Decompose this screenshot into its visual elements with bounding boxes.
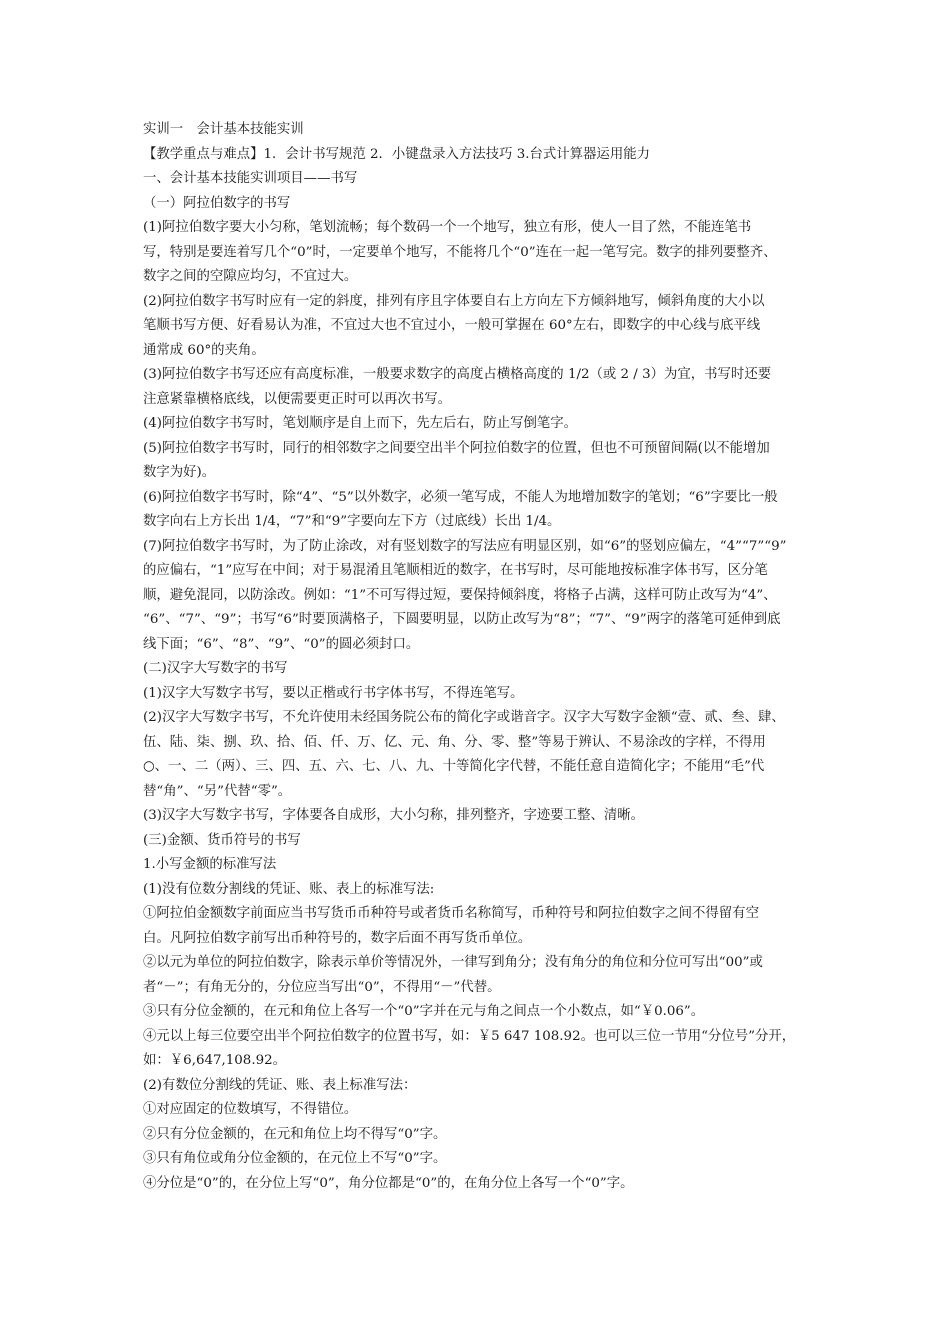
paragraph-line: 如：￥6,647,108.92。 [143, 1053, 287, 1068]
paragraph-line: 线下面；“6”、“8”、“9”、“0”的圆必须封口。 [143, 636, 420, 652]
subsection-heading: (二)汉字大写数字的书写 [143, 661, 288, 676]
paragraph-line: 白。凡阿拉伯数字前写出币种符号的，数字后面不再写货币单位。 [143, 930, 532, 946]
paragraph-line: 注意紧靠横格底线，以便需要更正时可以再次书写。 [143, 391, 451, 407]
paragraph-line: 的应偏右，“1”应写在中间；对于易混淆且笔顺相近的数字，在书写时，尽可能地按标准字体书写，区分笔 [143, 563, 768, 578]
paragraph-line: ○、一、二（两）、三、四、五、六、七、八、九、十等简化字代替，不能任意自造简化字；不能用“毛”代 [143, 759, 765, 774]
paragraph-line: (6)阿拉伯数字书写时，除“4”、“5”以外数字，必须一笔写成，不能人为地增加数字的笔划；“6”字要比一般 [143, 489, 778, 505]
paragraph-line: 替“角”、“另”代替“零”。 [143, 783, 292, 799]
paragraph-line: ②以元为单位的阿拉伯数字，除表示单价等情况外，一律写到角分；没有角分的角位和分位可写出“00”或 [143, 955, 763, 970]
paragraph-line: 笔顺书写方便、好看易认为准，不宜过大也不宜过小，一般可掌握在 60°左右，即数字的中心线与底平线 [143, 318, 761, 333]
paragraph-line: (2)阿拉伯数字书写时应有一定的斜度，排列有序且字体要自右上方向左下方倾斜地写，倾斜角度的大小以 [143, 293, 765, 309]
paragraph-line: ③只有分位金额的，在元和角位上各写一个“0”字并在元与角之间点一个小数点，如“￥0.06”。 [143, 1004, 705, 1019]
subsection-heading: （一）阿拉伯数字的书写 [143, 195, 291, 211]
item-heading: 1.小写金额的标准写法 [143, 857, 277, 872]
paragraph-line: 顺，避免混同，以防涂改。例如：“1”不可写得过短，要保持倾斜度，将格子占满，这样可防止改写为“4”、 [143, 587, 777, 603]
paragraph-line: (1)没有位数分割线的凭证、账、表上的标准写法: [143, 881, 435, 897]
paragraph-line: ③只有角位或角分位金额的，在元位上不写“0”字。 [143, 1151, 447, 1166]
paragraph-line: 数字向右上方长出 1/4，“7”和“9”字要向左下方（过底线）长出 1/4。 [143, 514, 561, 529]
paragraph-line: (1)阿拉伯数字要大小匀称，笔划流畅；每个数码一个一个地写，独立有形，使人一目了然，不能连笔书 [143, 220, 752, 235]
paragraph-line: ①阿拉伯金额数字前面应当书写货币币种符号或者货币名称简写，币种符号和阿拉伯数字之间不得留有空 [143, 906, 759, 921]
paragraph-line: 者“－”；有角无分的，分位应当写出“0”，不得用“－”代替。 [143, 979, 501, 995]
doc-title: 实训一 会计基本技能实训 [143, 122, 304, 137]
paragraph-line: 数字之间的空隙应均匀，不宜过大。 [143, 269, 358, 284]
paragraph-line: (1)汉字大写数字书写，要以正楷或行书字体书写，不得连笔写。 [143, 685, 524, 701]
paragraph-line: (2)汉字大写数字书写，不允许使用未经国务院公布的简化字或谐音字。汉字大写数字金额“壹、贰、叁、肆、 [143, 710, 785, 725]
paragraph-line: ④元以上每三位要空出半个阿拉伯数字的位置书写，如：￥5 647 108.92。也可以三位一节用“分位号”分开， [143, 1028, 796, 1044]
paragraph-line: 通常成 60°的夹角。 [143, 342, 265, 358]
document-body [143, 118, 811, 1196]
paragraph-line: (4)阿拉伯数字书写时，笔划顺序是自上而下，先左后右，防止写倒笔字。 [143, 416, 578, 431]
paragraph-line: (7)阿拉伯数字书写时，为了防止涂改，对有竖划数字的写法应有明显区别，如“6”的竖划应偏左，“4”“7”“9” [143, 538, 787, 554]
paragraph-line: (2)有数位分割线的凭证、账、表上标准写法： [143, 1077, 417, 1093]
paragraph-line: ②只有分位金额的，在元和角位上均不得写“0”字。 [143, 1126, 447, 1142]
paragraph-line: (3)阿拉伯数字书写还应有高度标准，一般要求数字的高度占横格高度的 1/2（或 2 / 3）为宜，书写时还要 [143, 367, 772, 382]
section-heading: 一、会计基本技能实训项目——书写 [143, 171, 358, 186]
paragraph-line: “6”、“7”、“9”；书写“6”时要顶满格子，下圆要明显，以防止改写为“8”；“7”、“9”两字的落笔可延伸到底 [143, 612, 781, 627]
paragraph-line: 数字为好)。 [143, 465, 216, 480]
paragraph-line: (5)阿拉伯数字书写时，同行的相邻数字之间要空出半个阿拉伯数字的位置，但也不可预留间隔(以不能增加 [143, 440, 770, 456]
paragraph-line: ①对应固定的位数填写，不得错位。 [143, 1102, 358, 1117]
paragraph-line: 伍、陆、柒、捌、玖、拾、佰、仟、万、亿、元、角、分、零、整”等易于辨认、不易涂改的字样，不得用 [143, 734, 766, 750]
paragraph-line: (3)汉字大写数字书写，字体要各自成形，大小匀称，排列整齐，字迹要工整、清晰。 [143, 808, 645, 823]
paragraph-line: ④分位是“0”的，在分位上写“0”，角分位都是“0”的，在角分位上各写一个“0”字。 [143, 1175, 634, 1191]
subsection-heading: (三)金额、货币符号的书写 [143, 832, 301, 848]
paragraph-line: 写，特别是要连着写几个“0”时，一定要单个地写，不能将几个“0”连在一起一笔写完。数字的排列要整齐、 [143, 244, 777, 260]
teaching-focus: 【教学重点与难点】1．会计书写规范 2．小键盘录入方法技巧 3.台式计算器运用能力 [143, 146, 650, 162]
